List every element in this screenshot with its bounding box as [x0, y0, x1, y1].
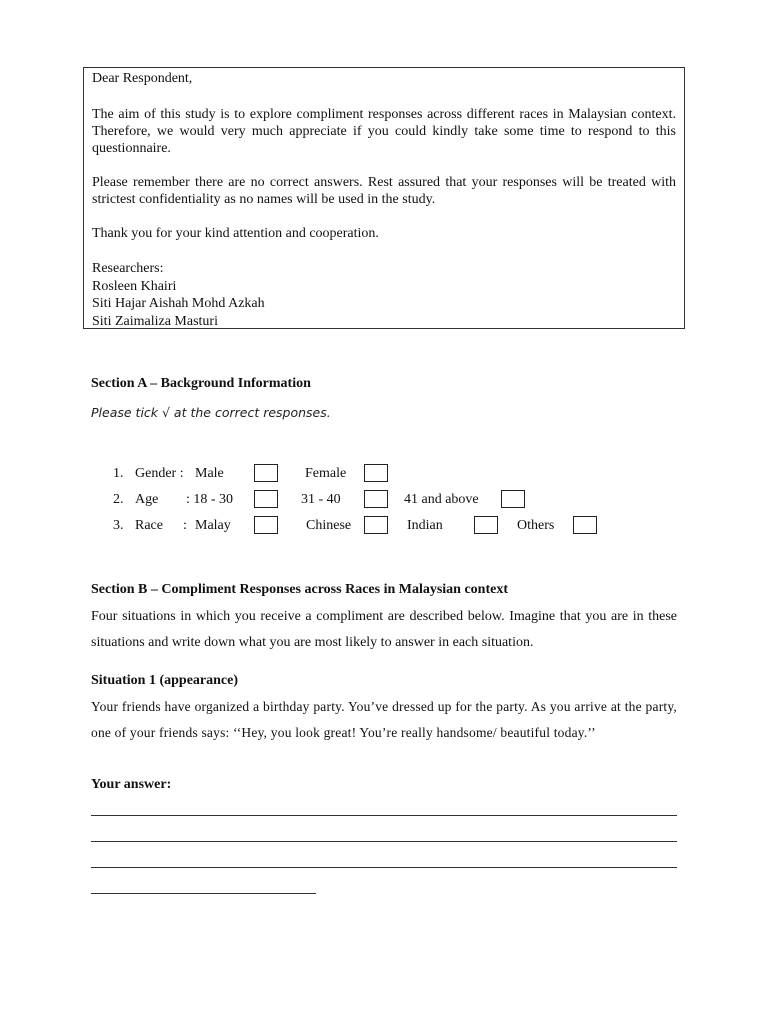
question-label: Gender :: [135, 466, 184, 481]
letter-greeting: Dear Respondent,: [92, 71, 193, 86]
option-malay-label: Malay: [195, 518, 231, 533]
question-number: 3.: [113, 518, 124, 533]
checkbox-male[interactable]: [254, 464, 278, 482]
letter-paragraph-confidentiality: Please remember there are no correct answers. Rest assured that your responses will be treated with strictest confidentiality as no names will be used in the study.: [92, 175, 676, 207]
answer-line[interactable]: [91, 867, 677, 868]
option-others-label: Others: [517, 518, 555, 533]
option-41-above-label: 41 and above: [404, 492, 479, 507]
section-b-title: Section B – Compliment Responses across Races in Malaysian context: [91, 582, 509, 597]
checkbox-indian[interactable]: [474, 516, 498, 534]
question-colon: :: [183, 518, 187, 533]
checkbox-malay[interactable]: [254, 516, 278, 534]
researchers-block: [92, 260, 265, 330]
researchers-label: Researchers:: [92, 261, 164, 276]
researcher-name: Rosleen Khairi: [92, 278, 177, 294]
checkbox-age-41-above[interactable]: [501, 490, 525, 508]
section-b-intro: Four situations in which you receive a compliment are described below. Imagine that you are in these situations and write down what you are most likely to answer in each situation.: [91, 609, 677, 650]
researcher-name: Siti Zaimaliza Masturi: [92, 313, 218, 329]
answer-label: Your answer:: [91, 777, 172, 792]
researcher-name: Siti Hajar Aishah Mohd Azkah: [92, 296, 265, 312]
answer-line[interactable]: [91, 893, 316, 894]
option-female-label: Female: [305, 466, 347, 481]
question-number: 2.: [113, 492, 124, 507]
option-18-30-label: : 18 - 30: [186, 492, 234, 507]
option-31-40-label: 31 - 40: [301, 492, 341, 507]
checkbox-others[interactable]: [573, 516, 597, 534]
answer-line[interactable]: [91, 815, 677, 816]
checkbox-chinese[interactable]: [364, 516, 388, 534]
situation-1-title: Situation 1 (appearance): [91, 673, 238, 688]
option-indian-label: Indian: [407, 518, 443, 533]
question-number: 1.: [113, 466, 124, 481]
answer-line[interactable]: [91, 841, 677, 842]
checkbox-female[interactable]: [364, 464, 388, 482]
letter-paragraph-thanks: Thank you for your kind attention and cooperation.: [92, 226, 379, 241]
question-label: Race: [135, 518, 163, 533]
situation-1-text: Your friends have organized a birthday party. You’ve dressed up for the party. As you arrive at the party, one of your friends says: ‘‘Hey, you look great! You’re really handsome/ beautiful today.’’: [91, 699, 677, 740]
section-a-title: Section A – Background Information: [91, 376, 311, 391]
option-male-label: Male: [195, 466, 224, 481]
cover-letter-box: [83, 67, 685, 329]
option-chinese-label: Chinese: [306, 518, 352, 533]
checkbox-age-18-30[interactable]: [254, 490, 278, 508]
section-a-instruction: Please tick √ at the correct responses.: [91, 405, 331, 420]
checkbox-age-31-40[interactable]: [364, 490, 388, 508]
question-label: Age: [135, 492, 159, 507]
letter-paragraph-aim: The aim of this study is to explore compliment responses across different races in Malaysian context. Therefore, we would very much appreciate if you could kindly take some time to respond to this questionnaire.: [92, 107, 676, 156]
